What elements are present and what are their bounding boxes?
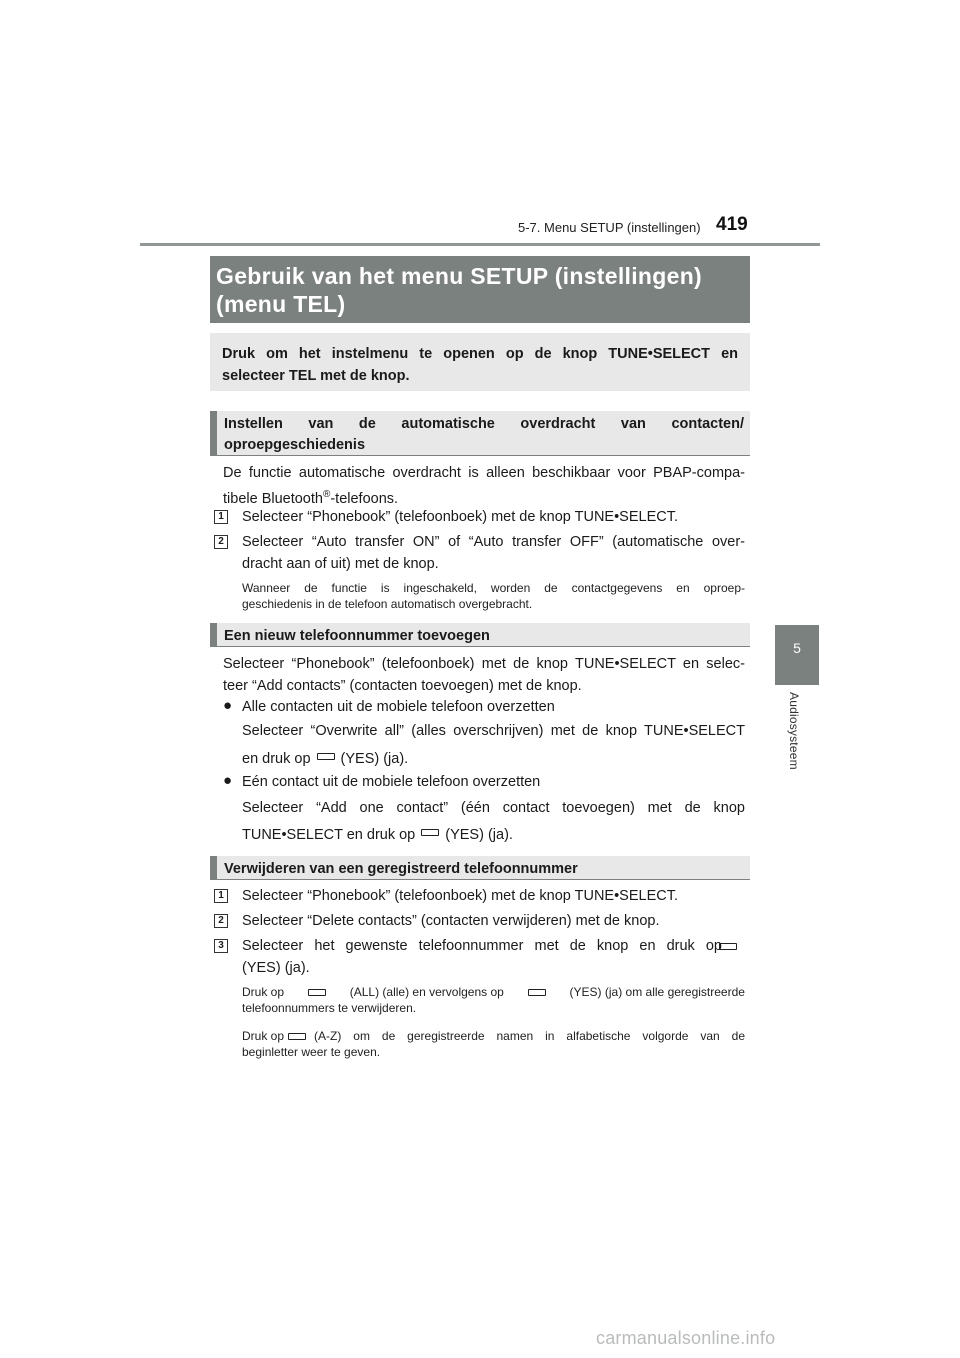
text-span: Druk op	[242, 985, 285, 999]
button-symbol-icon	[719, 943, 737, 950]
note-text: beginletter weer te geven.	[242, 1045, 381, 1059]
note-text	[242, 984, 745, 1000]
running-header-section: 5-7. Menu SETUP (instellingen)	[518, 220, 701, 235]
step-text	[242, 935, 722, 957]
section-heading-text: Verwijderen van een geregistreerd telefoonnummer	[224, 861, 578, 877]
bullet-icon: ●	[223, 697, 233, 714]
section-heading-auto-transfer	[210, 411, 750, 456]
registered-mark: ®	[322, 489, 331, 500]
note-text	[242, 1028, 745, 1044]
button-symbol-icon	[317, 753, 335, 760]
section-heading-line2: oproepgeschiedenis	[224, 437, 366, 453]
text-span: (A-Z) om de geregistreerde namen in alfabetische volgorde van de	[314, 1029, 745, 1043]
section-heading-text: Een nieuw telefoonnummer toevoegen	[224, 628, 490, 644]
step-text: Selecteer “Phonebook” (telefoonboek) met de knop TUNE•SELECT.	[242, 509, 679, 525]
bullet-detail: Selecteer “Add one contact” (één contact toevoegen) met de knop	[242, 800, 745, 816]
bullet-detail	[242, 748, 745, 770]
section-heading-delete-number	[210, 856, 750, 880]
text-span: Druk op	[242, 1029, 285, 1043]
header-rule	[140, 243, 820, 246]
button-symbol-icon	[288, 1033, 306, 1040]
button-symbol-icon	[528, 989, 546, 996]
step-text: Selecteer “Delete contacts” (contacten verwijderen) met de knop.	[242, 913, 660, 929]
section-heading-add-number	[210, 623, 750, 647]
button-symbol-icon	[421, 829, 439, 836]
section-heading-line1: Instellen van de automatische overdracht van contacten/	[224, 416, 744, 432]
intro-line1: Druk om het instelmenu te openen op de knop TUNE•SELECT en	[222, 346, 738, 362]
button-symbol-icon	[308, 989, 326, 996]
text-span: (YES) (ja).	[445, 827, 513, 843]
text-span: TUNE•SELECT en druk op	[242, 827, 416, 843]
text-span: tibele Bluetooth	[223, 490, 323, 507]
step-number: 1	[214, 510, 228, 524]
watermark: carmanualsonline.info	[596, 1328, 776, 1348]
bullet-text: Alle contacten uit de mobiele telefoon overzetten	[242, 699, 555, 715]
note-text: telefoonnummers te verwijderen.	[242, 1001, 417, 1015]
page-title	[210, 256, 750, 323]
step-number: 3	[214, 939, 228, 953]
bullet-text: Eén contact uit de mobiele telefoon overzetten	[242, 774, 541, 790]
chapter-tab-number: 5	[793, 640, 801, 656]
text-span: (ALL) (alle) en vervolgens op	[349, 985, 504, 999]
step-number: 2	[214, 535, 228, 549]
bullet-icon: ●	[223, 772, 233, 789]
text-span: -telefoons.	[330, 490, 399, 507]
bullet-detail: Selecteer “Overwrite all” (alles overschrijven) met de knop TUNE•SELECT	[242, 723, 745, 739]
page-number: 419	[716, 214, 748, 235]
step-text: dracht aan of uit) met de knop.	[242, 556, 439, 572]
intro-line2: selecteer TEL met de knop.	[222, 368, 410, 384]
step-number: 2	[214, 914, 228, 928]
note-text: Wanneer de functie is ingeschakeld, worden de contactgegevens en oproep-	[242, 581, 745, 595]
paragraph-line: De functie automatische overdracht is alleen beschikbaar voor PBAP-compa-	[223, 465, 745, 481]
text-span: en druk op	[242, 751, 311, 767]
step-number: 1	[214, 889, 228, 903]
step-text-line: Selecteer het gewenste telefoonnummer met de knop en druk op	[242, 938, 722, 954]
paragraph-line: teer “Add contacts” (contacten toevoegen) met de knop.	[223, 678, 582, 694]
step-text: Selecteer “Auto transfer ON” of “Auto transfer OFF” (automatische over-	[242, 534, 745, 550]
step-text: (YES) (ja).	[242, 960, 310, 976]
chapter-tab-label: Audiosysteem	[787, 692, 801, 770]
paragraph-line: Selecteer “Phonebook” (telefoonboek) met de knop TUNE•SELECT en selec-	[223, 656, 745, 672]
bullet-detail	[242, 824, 745, 846]
page-title-line1: Gebruik van het menu SETUP (instellingen)	[216, 263, 703, 289]
page-title-line2: (menu TEL)	[216, 291, 346, 317]
text-span: (YES) (ja).	[340, 751, 409, 767]
intro-box	[210, 333, 750, 391]
step-text: Selecteer “Phonebook” (telefoonboek) met de knop TUNE•SELECT.	[242, 888, 679, 904]
note-text: geschiedenis in de telefoon automatisch overgebracht.	[242, 597, 533, 611]
text-span: (YES) (ja) om alle geregistreerde	[569, 985, 745, 999]
